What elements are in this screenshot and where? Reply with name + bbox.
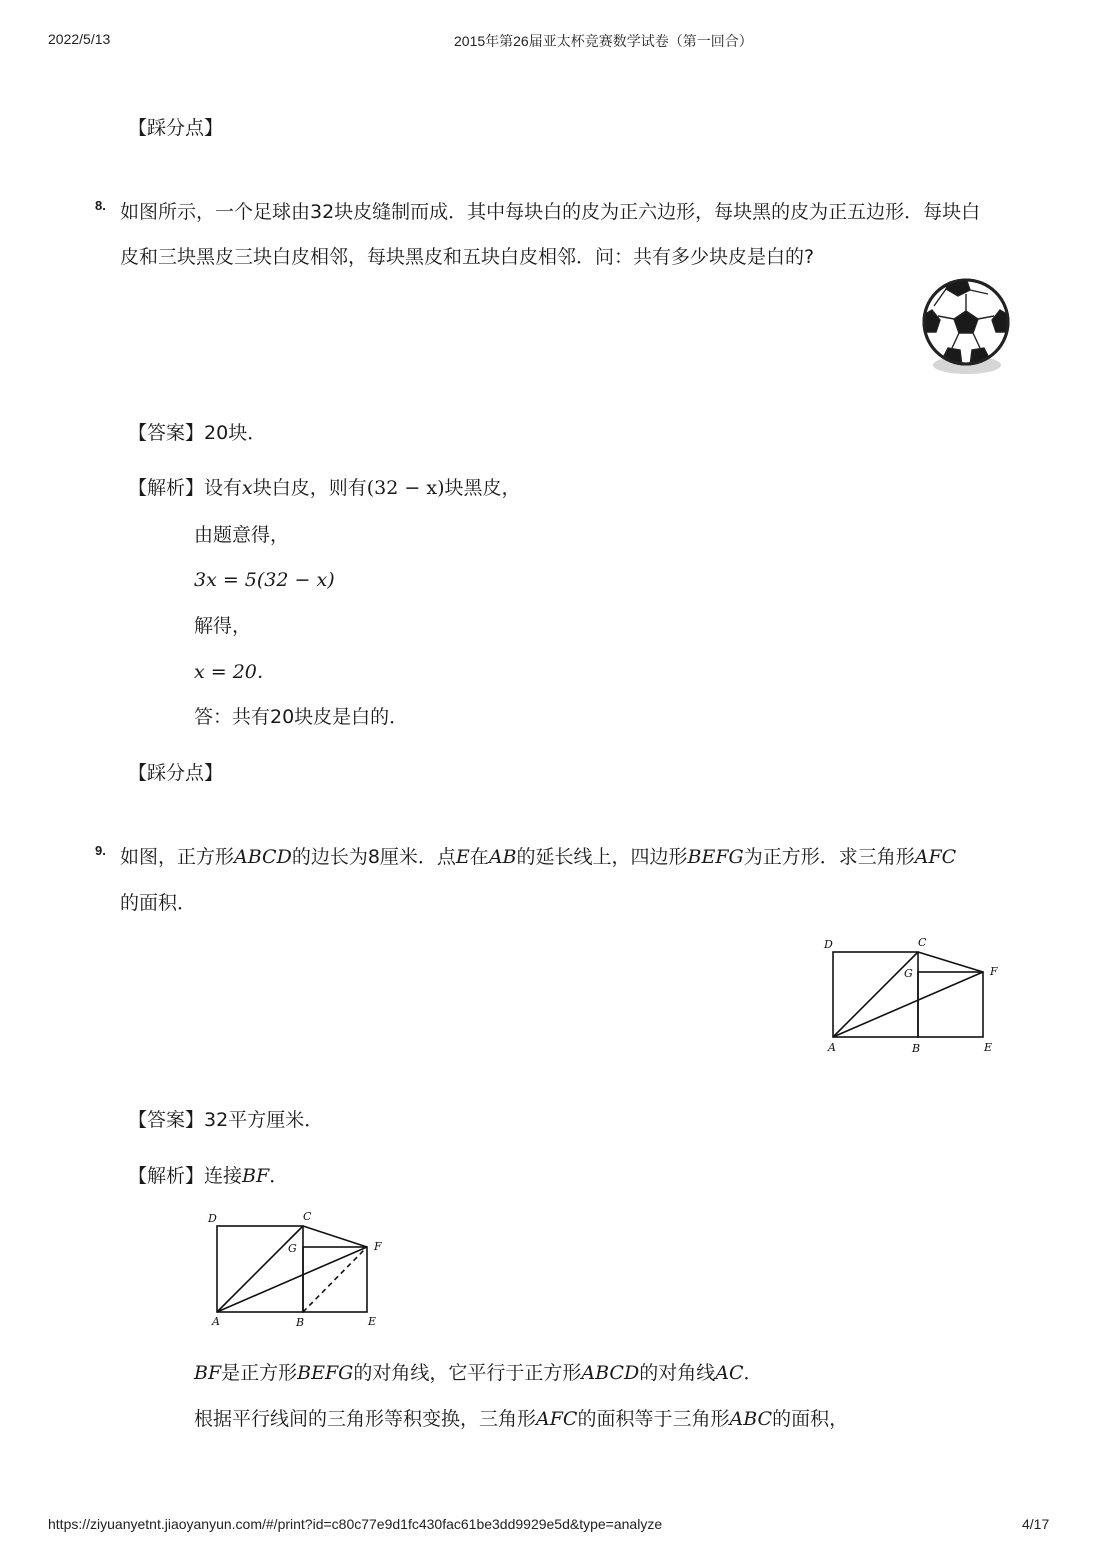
math-variable: AB bbox=[488, 846, 517, 868]
score-points-label: 【踩分点】 bbox=[128, 117, 224, 139]
analysis-text: 设有 bbox=[204, 477, 243, 499]
label-G: G bbox=[288, 1242, 297, 1255]
q9-text-line1 bbox=[120, 845, 956, 870]
q9-text: 的延长线上，四边形 bbox=[516, 846, 688, 868]
solution-text: 的对角线 bbox=[639, 1362, 716, 1384]
q9-solution-line1 bbox=[194, 1361, 763, 1386]
math-variable: AFC bbox=[536, 1408, 578, 1430]
math-variable: BF bbox=[242, 1165, 270, 1187]
solution-text: 的面积等于三角形 bbox=[577, 1408, 730, 1430]
label-D: D bbox=[208, 1212, 217, 1225]
q9-text-line2: 的面积． bbox=[120, 892, 197, 914]
math-variable: ABCD bbox=[581, 1362, 640, 1384]
analysis-text: ． bbox=[269, 1165, 289, 1187]
label-E: E bbox=[984, 1041, 993, 1054]
q9-analysis bbox=[128, 1164, 288, 1189]
q8-equation2: x = 20． bbox=[194, 661, 276, 683]
print-date: 2022/5/13 bbox=[48, 31, 111, 47]
analysis-text: 块白皮，则有 bbox=[252, 477, 367, 499]
q9-text: 如图，正方形 bbox=[120, 846, 235, 868]
q9-answer bbox=[128, 1108, 323, 1133]
q8-score-points-label: 【踩分点】 bbox=[128, 762, 224, 784]
q9-text: 的边长为8厘米．点 bbox=[291, 846, 456, 868]
q8-answer bbox=[128, 421, 266, 446]
label-D: D bbox=[824, 938, 833, 951]
solution-text: 是正方形 bbox=[221, 1362, 298, 1384]
q9-solution-line2 bbox=[194, 1407, 848, 1432]
label-A: A bbox=[212, 1315, 220, 1328]
label-F: F bbox=[990, 965, 998, 978]
q9-solution-figure bbox=[200, 1208, 395, 1336]
math-variable: BEFG bbox=[687, 846, 744, 868]
page-number: 4/17 bbox=[1022, 1516, 1050, 1532]
solution-text: 的面积， bbox=[772, 1408, 849, 1430]
soccer-ball-image bbox=[918, 276, 1014, 384]
label-C: C bbox=[918, 936, 927, 949]
label-B: B bbox=[296, 1316, 305, 1329]
math-variable: E bbox=[455, 846, 470, 868]
q8-text-line1: 如图所示，一个足球由32块皮缝制而成．其中每块白的皮为正六边形，每块黑的皮为正五边形．每块白 bbox=[120, 201, 981, 223]
q8-final-answer: 答：共有20块皮是白的． bbox=[194, 706, 409, 728]
label-A: A bbox=[828, 1041, 836, 1054]
answer-label: 【答案】 bbox=[128, 422, 205, 444]
math-variable: BEFG bbox=[297, 1362, 354, 1384]
math-variable: x bbox=[242, 477, 253, 499]
q8-analysis bbox=[128, 476, 521, 501]
solution-text: 根据平行线间的三角形等积变换，三角形 bbox=[194, 1408, 537, 1430]
q9-text: 在 bbox=[469, 846, 489, 868]
q9-figure bbox=[818, 934, 1008, 1062]
label-E: E bbox=[368, 1315, 377, 1328]
document-title: 2015年第26届亚太杯竞赛数学试卷（第一回合） bbox=[454, 33, 753, 49]
math-variable: ABCD bbox=[234, 846, 292, 868]
analysis-text: 连接 bbox=[204, 1165, 243, 1187]
label-F: F bbox=[374, 1240, 382, 1253]
label-B: B bbox=[912, 1042, 921, 1055]
answer-value: 20块． bbox=[204, 422, 267, 444]
math-variable: AFC bbox=[914, 846, 957, 868]
q9-text: 为正方形．求三角形 bbox=[743, 846, 915, 868]
solution-text: 的对角线，它平行于正方形 bbox=[353, 1362, 582, 1384]
math-variable: ABC bbox=[729, 1408, 773, 1430]
analysis-text: 块黑皮， bbox=[444, 477, 521, 499]
q8-step1: 由题意得， bbox=[194, 524, 290, 546]
analysis-label: 【解析】 bbox=[128, 477, 205, 499]
footer-url[interactable]: https://ziyuanyetnt.jiaoyanyun.com/#/print?id=c80c77e9d1fc430fac61be3dd9929e5d&type=analyze bbox=[48, 1516, 663, 1532]
q8-step2: 解得， bbox=[194, 615, 252, 637]
question-number-8: 8. bbox=[95, 198, 106, 213]
math-variable: BF bbox=[194, 1362, 222, 1384]
label-C: C bbox=[303, 1210, 312, 1223]
q8-text-line2: 皮和三块黑皮三块白皮相邻，每块黑皮和五块白皮相邻．问：共有多少块皮是白的? bbox=[120, 246, 815, 268]
question-number-9: 9. bbox=[95, 843, 106, 858]
math-variable: AC bbox=[715, 1362, 744, 1384]
math-expression: (32 − x) bbox=[366, 477, 445, 499]
answer-label: 【答案】 bbox=[128, 1109, 205, 1131]
analysis-label: 【解析】 bbox=[128, 1165, 205, 1187]
label-G: G bbox=[904, 967, 913, 980]
solution-text: ． bbox=[743, 1362, 763, 1384]
q8-equation1: 3x = 5(32 − x) bbox=[194, 569, 335, 591]
answer-value: 32平方厘米． bbox=[204, 1109, 324, 1131]
